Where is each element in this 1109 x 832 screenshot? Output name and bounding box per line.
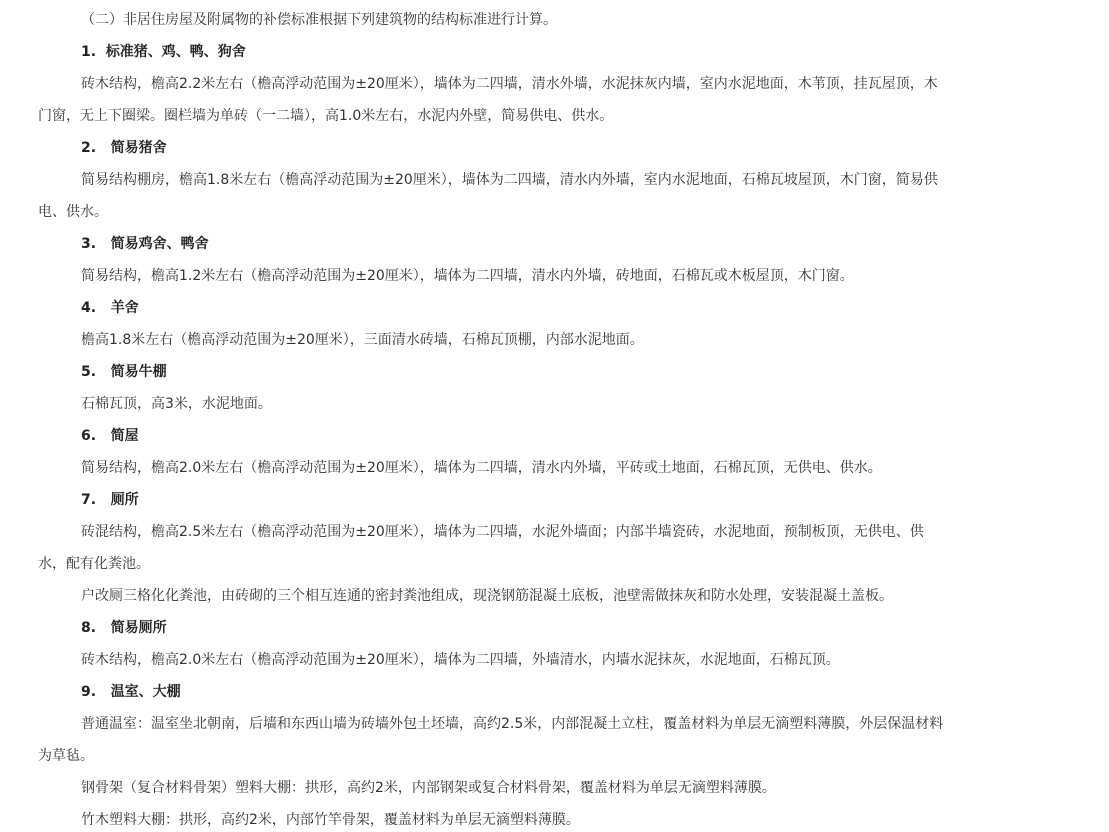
paragraph-line: 为草毡。 [38, 748, 94, 764]
paragraph-line: 电、供水。 [38, 204, 108, 220]
paragraph-line: 石棉瓦顶，高3米，水泥地面。 [81, 396, 272, 412]
section-heading-2 [81, 138, 167, 158]
section-number: 7. [81, 492, 97, 508]
section-title: 简易厕所 [110, 620, 167, 636]
paragraph-line: 门窗，无上下圈梁。圈栏墙为单砖（一二墙），高1.0米左右，水泥内外壁，简易供电、供水。 [38, 108, 614, 124]
section-heading-4 [81, 298, 139, 318]
section-title: 温室、大棚 [110, 684, 181, 700]
paragraph-line: 简易结构，檐高1.2米左右（檐高浮动范围为±20厘米），墙体为二四墙，清水内外墙，砖地面，石棉瓦或木板屋顶，木门窗。 [81, 268, 854, 284]
section-number: 6. [81, 428, 97, 444]
section-heading-6 [81, 426, 139, 446]
section-title: 厕所 [110, 492, 139, 508]
paragraph-line: 竹木塑料大棚：拱形，高约2米，内部竹竿骨架，覆盖材料为单层无滴塑料薄膜。 [81, 812, 580, 828]
paragraph-line: 檐高1.8米左右（檐高浮动范围为±20厘米），三面清水砖墙，石棉瓦顶棚，内部水泥地面。 [81, 332, 644, 348]
paragraph-line: 简易结构，檐高2.0米左右（檐高浮动范围为±20厘米），墙体为二四墙，清水内外墙，平砖或土地面，石棉瓦顶，无供电、供水。 [81, 460, 882, 476]
section-number: 4. [81, 300, 97, 316]
paragraph-line: 户改厕三格化化粪池，由砖砌的三个相互连通的密封粪池组成，现浇钢筋混凝土底板，池壁需做抹灰和防水处理，安装混凝土盖板。 [81, 588, 893, 604]
paragraph-line: 砖木结构，檐高2.2米左右（檐高浮动范围为±20厘米），墙体为二四墙，清水外墙，水泥抹灰内墙，室内水泥地面，木苇顶，挂瓦屋顶，木 [81, 76, 938, 92]
paragraph-line: 钢骨架（复合材料骨架）塑料大棚：拱形，高约2米，内部钢架或复合材料骨架，覆盖材料为单层无滴塑料薄膜。 [81, 780, 776, 796]
paragraph-line: 水，配有化粪池。 [38, 556, 150, 572]
section-title: 简易猪舍 [110, 140, 167, 156]
paragraph-line: 简易结构棚房，檐高1.8米左右（檐高浮动范围为±20厘米），墙体为二四墙，清水内外墙，室内水泥地面，石棉瓦坡屋顶，木门窗，简易供 [81, 172, 938, 188]
intro-paragraph: （二）非居住房屋及附属物的补偿标准根据下列建筑物的结构标准进行计算。 [81, 12, 557, 28]
section-heading-1 [81, 42, 246, 62]
section-title: 简易鸡舍、鸭舍 [110, 236, 209, 252]
section-heading-7 [81, 490, 139, 510]
section-heading-5 [81, 362, 167, 382]
section-number: 8. [81, 620, 97, 636]
section-heading-8 [81, 618, 167, 638]
section-number: 3. [81, 236, 97, 252]
section-heading-3 [81, 234, 209, 254]
section-title: 简屋 [110, 428, 139, 444]
paragraph-line: 砖混结构，檐高2.5米左右（檐高浮动范围为±20厘米），墙体为二四墙，水泥外墙面；内部半墙瓷砖，水泥地面，预制板顶，无供电、供 [81, 524, 924, 540]
section-title: 简易牛棚 [110, 364, 167, 380]
paragraph-line: 普通温室：温室坐北朝南，后墙和东西山墙为砖墙外包土坯墙，高约2.5米，内部混凝土立柱，覆盖材料为单层无滴塑料薄膜，外层保温材料 [81, 716, 944, 732]
section-number: 5. [81, 364, 97, 380]
section-heading-9 [81, 682, 181, 702]
section-number: 1. [81, 44, 97, 60]
paragraph-line: 砖木结构，檐高2.0米左右（檐高浮动范围为±20厘米），墙体为二四墙，外墙清水，内墙水泥抹灰，水泥地面，石棉瓦顶。 [81, 652, 840, 668]
section-title: 标准猪、鸡、鸭、狗舍 [105, 44, 246, 60]
section-number: 9. [81, 684, 97, 700]
section-number: 2. [81, 140, 97, 156]
section-title: 羊舍 [110, 300, 139, 316]
